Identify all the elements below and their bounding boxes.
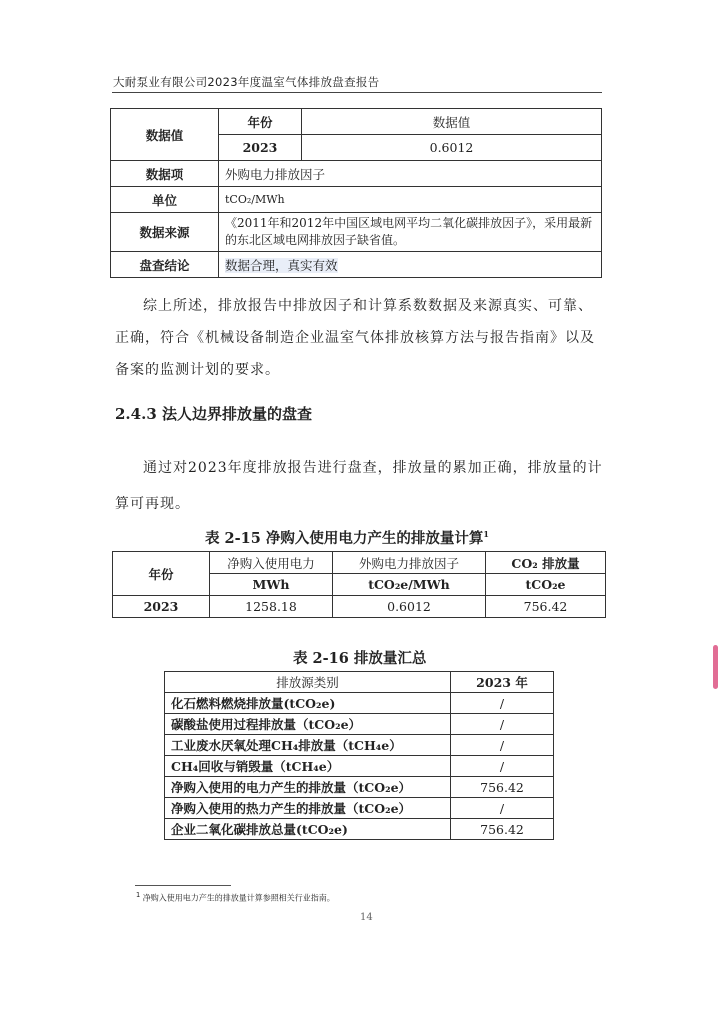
t3-row-value: / — [451, 693, 554, 714]
unit-label: 单位 — [111, 187, 219, 213]
review-paragraph: 通过对2023年度排放报告进行盘查，排放量的累加正确，排放量的计算可再现。 — [115, 460, 603, 512]
t3-row-value: / — [451, 714, 554, 735]
t3-row-value: / — [451, 735, 554, 756]
t3-row-label: 化石燃料燃烧排放量(tCO₂e) — [165, 693, 451, 714]
footnote — [136, 891, 335, 904]
t3-row-label: 工业废水厌氧处理CH₄排放量（tCH₄e） — [165, 735, 451, 756]
footnote-text: 净购入使用电力产生的排放量计算参照相关行业指南。 — [142, 893, 335, 903]
unit-value: tCO₂/MWh — [219, 187, 602, 213]
electricity-emission-table — [112, 551, 606, 618]
t2-col2-header: 外购电力排放因子 — [333, 552, 486, 574]
t3-row-label: 净购入使用的电力产生的排放量（tCO₂e） — [165, 777, 451, 798]
t2-row-emission: 756.42 — [486, 596, 606, 618]
t2-col3-header: CO₂ 排放量 — [486, 552, 606, 574]
footnote-mark: 1 — [136, 891, 141, 899]
t3-row-value: / — [451, 756, 554, 777]
t2-row-factor: 0.6012 — [333, 596, 486, 618]
item-label: 数据项 — [111, 161, 219, 187]
t2-col1-header: 净购入使用电力 — [210, 552, 333, 574]
table2-caption — [205, 527, 489, 548]
value-col-header: 数据值 — [302, 109, 602, 135]
conclusion-value — [219, 252, 602, 278]
header-divider — [112, 92, 602, 93]
t3-year-header: 2023 年 — [451, 672, 554, 693]
page-header-title: 大耐泵业有限公司2023年度温室气体排放盘查报告 — [113, 75, 380, 89]
t3-row-value: / — [451, 798, 554, 819]
t3-row-label: CH₄回收与销毁量（tCH₄e） — [165, 756, 451, 777]
summary-paragraph: 综上所述，排放报告中排放因子和计算系数数据及来源真实、可靠、正确，符合《机械设备制造企业温室气体排放核算方法与报告指南》以及备案的监测计划的要求。 — [115, 298, 595, 378]
year-cell: 2023 — [219, 135, 302, 161]
value-cell: 0.6012 — [302, 135, 602, 161]
t2-col1-unit: MWh — [210, 574, 333, 596]
source-label: 数据来源 — [111, 213, 219, 252]
t2-year-header: 年份 — [113, 552, 210, 596]
page-number: 14 — [360, 912, 373, 923]
t3-row-value: 756.42 — [451, 777, 554, 798]
emission-factor-table — [110, 108, 602, 278]
item-value: 外购电力排放因子 — [219, 161, 602, 187]
year-header: 年份 — [219, 109, 302, 135]
value-row-label: 数据值 — [111, 109, 219, 161]
conclusion-highlight: 数据合理，真实有效 — [225, 257, 338, 273]
t2-col3-unit: tCO₂e — [486, 574, 606, 596]
footnote-divider — [135, 885, 231, 886]
footnote-ref: 1 — [483, 529, 489, 540]
section-heading: 2.4.3 法人边界排放量的盘查 — [115, 405, 312, 423]
emission-summary-table — [164, 671, 554, 840]
t3-row-label: 碳酸盐使用过程排放量（tCO₂e） — [165, 714, 451, 735]
table3-caption: 表 2-16 排放量汇总 — [293, 650, 427, 667]
conclusion-label: 盘查结论 — [111, 252, 219, 278]
t3-row-label: 企业二氧化碳排放总量(tCO₂e) — [165, 819, 451, 840]
t2-row-electricity: 1258.18 — [210, 596, 333, 618]
t2-row-year: 2023 — [113, 596, 210, 618]
t3-source-header: 排放源类别 — [165, 672, 451, 693]
source-value: 《2011年和2012年中国区域电网平均二氧化碳排放因子》，采用最新的东北区域电网排放因子缺省值。 — [219, 213, 602, 252]
t3-row-value: 756.42 — [451, 819, 554, 840]
edge-mark — [713, 645, 718, 689]
t2-col2-unit: tCO₂e/MWh — [333, 574, 486, 596]
t3-row-label: 净购入使用的热力产生的排放量（tCO₂e） — [165, 798, 451, 819]
table2-caption-text: 表 2-15 净购入使用电力产生的排放量计算 — [205, 530, 484, 547]
